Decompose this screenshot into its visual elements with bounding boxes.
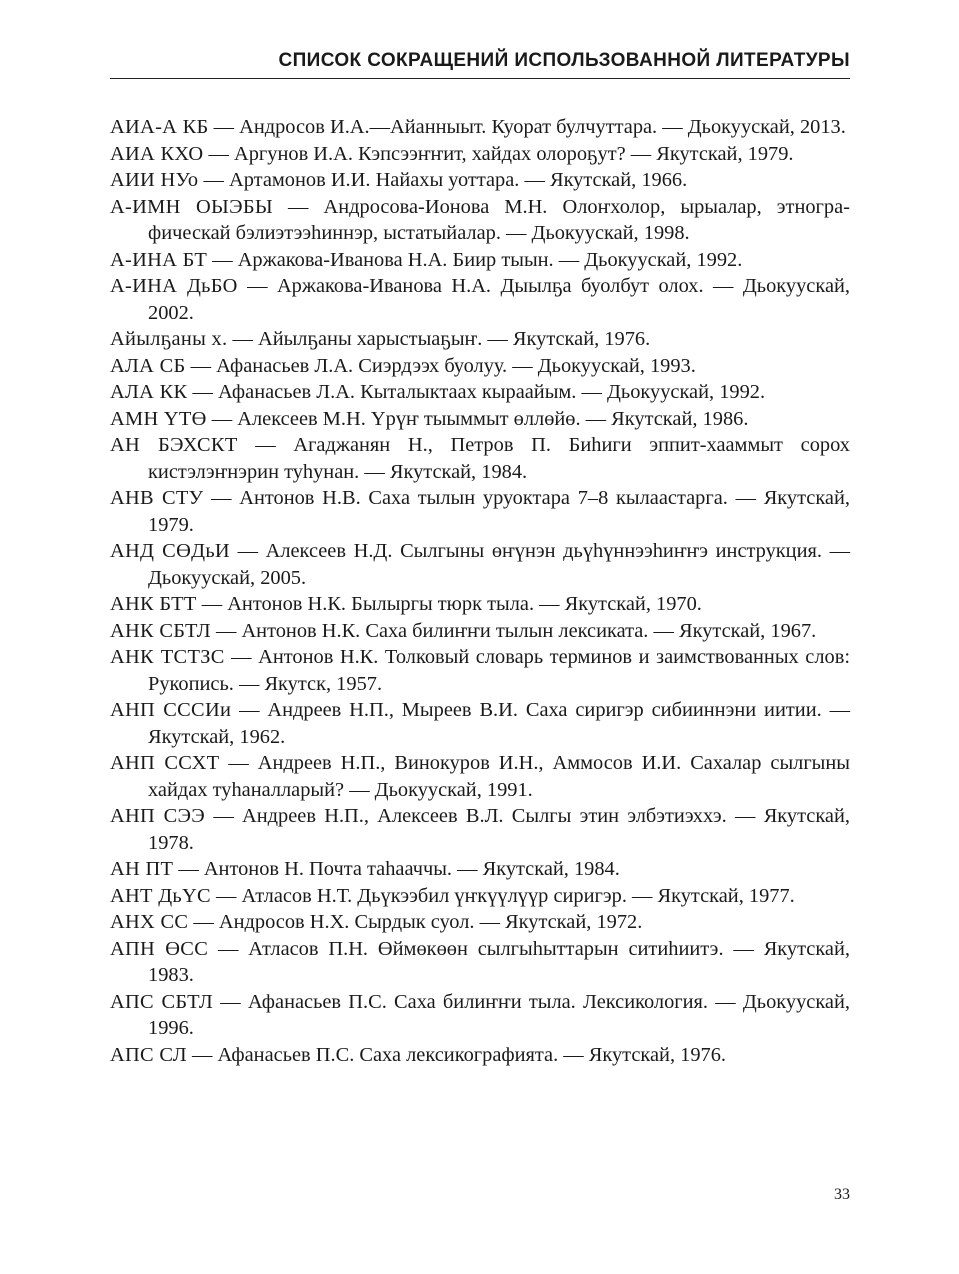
list-item: АНТ ДьҮС — Атласов Н.Т. Дьүкээбил үҥкүүлүүр сиригэр. — Якутскай, 1977.: [110, 884, 795, 907]
entry-description: Атласов Н.Т. Дьүкээбил үҥкүүлүүр сиригэр. — Якутскай, 1977.: [241, 884, 795, 907]
list-item: АИА-А КБ — Андросов И.А.—Айанныыт. Куорат булчуттара. — Дьокуускай, 2013.: [110, 116, 846, 138]
entry-abbreviation: АНК СБТЛ: [110, 619, 211, 642]
entry-abbreviation: А-ИНА БТ: [110, 248, 208, 271]
entry-description: Антонов Н.К. Былыргы тюрк тыла. — Якутскай, 1970.: [227, 593, 702, 615]
entry-description: Андросова-Ионова М.Н. Олоҥхолор, ырыалар, этнографическай бэлиэтээһиннэр, ыстатыйалар. — Дьокуускай, 1998.: [148, 195, 850, 244]
entry-abbreviation: АЛА КК: [110, 381, 188, 403]
entry-abbreviation: АНК ТСТЗС: [110, 646, 225, 668]
running-head: СПИСОК СОКРАЩЕНИЙ ИСПОЛЬЗОВАННОЙ ЛИТЕРАТУРЫ: [278, 50, 850, 71]
entry-description: Антонов Н.К. Саха билиҥҥи тылын лексиката. — Якутскай, 1967.: [241, 619, 817, 642]
entry-abbreviation: АНХ СС: [110, 911, 189, 933]
list-item: АНХ СС — Андросов Н.Х. Сырдык суол. — Якутскай, 1972.: [110, 911, 643, 933]
entry-description: Аржакова-Иванова Н.А. Биир тыын. — Дьокуускай, 1992.: [237, 248, 743, 271]
entry-abbreviation: АНК БТТ: [110, 593, 197, 615]
list-item: АПС СЛ — Афанасьев П.С. Саха лексикографията. — Якутскай, 1976.: [110, 1043, 727, 1066]
entry-description: Антонов Н.К. Толковый словарь терминов и заимствованных слов: Рукопись. — Якутск, 1957.: [148, 646, 850, 695]
list-item: АНК ТСТЗС — Антонов Н.К. Толковый словарь терминов и заимствованных слов: Рукопись. — Якутск, 1957.: [110, 646, 850, 695]
abbreviation-list: [110, 114, 850, 1068]
entry-description: Андросов И.А.—Айанныыт. Куорат булчуттара. — Дьокуускай, 2013.: [239, 116, 846, 138]
entry-description: Андреев Н.П., Мыреев В.И. Саха сиригэр сибииннэни иитии. — Якутскай, 1962.: [148, 699, 850, 748]
list-item: АНП СЭЭ — Андреев Н.П., Алексеев В.Л. Сылгы этин элбэтиэххэ. — Якутскай, 1978.: [110, 805, 850, 854]
list-item: АЛА КК — Афанасьев Л.А. Кыталыктаах кыраайым. — Дьокуускай, 1992.: [110, 381, 766, 403]
entry-description: Антонов Н. Почта таһааччы. — Якутскай, 1984.: [203, 858, 620, 880]
header-rule: [110, 78, 850, 79]
list-item: АМН ҮТӨ — Алексеев М.Н. Үрүҥ тыыммыт өллөйө. — Якутскай, 1986.: [110, 407, 749, 430]
entry-abbreviation: АНВ СТУ: [110, 487, 204, 509]
list-item: А-ИМН ОЫЭБЫ — Андросова-Ионова М.Н. Олоҥхолор, ырыалар, этнографическай бэлиэтээһиннэр, ыстатыйалар. — Дьокуускай, 1998.: [110, 195, 850, 244]
entry-abbreviation: АПС СБТЛ: [110, 990, 213, 1013]
entry-description: Антонов Н.В. Саха тылын уруоктара 7–8 кылаастарга. — Якутскай, 1979.: [148, 487, 850, 536]
list-item: АИИ НУо — Артамонов И.И. Найахы уоттара. — Якутскай, 1966.: [110, 169, 688, 191]
list-item: АНК СБТЛ — Антонов Н.К. Саха билиҥҥи тылын лексиката. — Якутскай, 1967.: [110, 619, 817, 642]
entry-abbreviation: АПС СЛ: [110, 1043, 187, 1066]
list-item: АНВ СТУ — Антонов Н.В. Саха тылын уруоктара 7–8 кылаастарга. — Якутскай, 1979.: [110, 487, 850, 536]
list-item: АЛА СБ — Афанасьев Л.А. Сиэрдээх буолуу. — Дьокуускай, 1993.: [110, 354, 696, 377]
list-item: Айылҕаны х. — Айылҕаны харыстыаҕыҥ. — Якутскай, 1976.: [110, 328, 651, 350]
entry-description: Аржакова-Иванова Н.А. Дыылҕа буолбут олох. — Дьокуускай, 2002.: [148, 275, 850, 324]
entry-description: Афанасьев Л.А. Кыталыктаах кыраайым. — Дьокуускай, 1992.: [217, 381, 766, 403]
entry-abbreviation: АН БЭХСКТ: [110, 434, 238, 456]
page-number: 33: [834, 1186, 850, 1203]
list-item: А-ИНА БТ — Аржакова-Иванова Н.А. Биир тыын. — Дьокуускай, 1992.: [110, 248, 743, 271]
list-item: АНК БТТ — Антонов Н.К. Былыргы тюрк тыла. — Якутскай, 1970.: [110, 593, 702, 615]
entry-abbreviation: А-ИНА ДьБО: [110, 275, 238, 297]
entry-description: Алексеев Н.Д. Сылгыны өҥүнэн дьүһүннээһиҥҥэ инструкция. — Дьокуускай, 2005.: [148, 540, 851, 589]
list-item: АН БЭХСКТ — Агаджанян Н., Петров П. Биһиги эппит-хааммыт сорох кистэлэҥнэрин туһунан. — Якутскай, 1984.: [110, 434, 850, 483]
entry-abbreviation: АНТ ДьҮС: [110, 884, 211, 907]
entry-abbreviation: А-ИМН ОЫЭБЫ: [110, 195, 273, 218]
list-item: АПН ӨСС — Атласов П.Н. Өймөкөөн сылгыһыттарын ситиһиитэ. — Якутскай, 1983.: [110, 937, 850, 986]
list-item: АНП ССХТ — Андреев Н.П., Винокуров И.Н., Аммосов И.И. Сахалар сылгыны хайдах туһаналларый? — Дьокуускай, 1991.: [110, 752, 850, 801]
list-item: А-ИНА ДьБО — Аржакова-Иванова Н.А. Дыылҕа буолбут олох. — Дьокуускай, 2002.: [110, 275, 850, 324]
entry-abbreviation: Айылҕаны х.: [110, 328, 228, 350]
entry-description: Афанасьев П.С. Саха лексикографията. — Якутскай, 1976.: [217, 1043, 727, 1066]
entry-abbreviation: АИА-А КБ: [110, 116, 209, 138]
entry-abbreviation: АПН ӨСС: [110, 937, 209, 960]
entry-abbreviation: АИИ НУо: [110, 169, 199, 191]
entry-description: Айылҕаны харыстыаҕыҥ. — Якутскай, 1976.: [257, 328, 651, 350]
entry-description: Афанасьев П.С. Саха билиҥҥи тыла. Лексикология. — Дьокуускай, 1996.: [148, 990, 850, 1039]
entry-abbreviation: АНД СӨДьИ: [110, 540, 230, 562]
entry-description: Алексеев М.Н. Үрүҥ тыыммыт өллөйө. — Якутскай, 1986.: [237, 407, 749, 430]
entry-description: Андросов Н.Х. Сырдык суол. — Якутскай, 1972.: [218, 911, 643, 933]
entry-description: Агаджанян Н., Петров П. Биһиги эппит-хааммыт сорох кистэлэҥнэрин туһунан. — Якутскай, 1984.: [148, 434, 850, 483]
list-item: АН ПТ — Антонов Н. Почта таһааччы. — Якутскай, 1984.: [110, 858, 620, 880]
entry-description: Афанасьев Л.А. Сиэрдээх буолуу. — Дьокуускай, 1993.: [216, 354, 696, 377]
list-item: АНП СССИи — Андреев Н.П., Мыреев В.И. Саха сиригэр сибииннэни иитии. — Якутскай, 1962.: [110, 699, 850, 748]
entry-abbreviation: АЛА СБ: [110, 354, 186, 377]
entry-description: Атласов П.Н. Өймөкөөн сылгыһыттарын ситиһиитэ. — Якутскай, 1983.: [148, 937, 850, 986]
entry-abbreviation: АИА КХО: [110, 142, 204, 165]
entry-abbreviation: АНП СЭЭ: [110, 805, 206, 827]
list-item: АИА КХО — Аргунов И.А. Кэпсээҥҥит, хайдах олороҕут? — Якутскай, 1979.: [110, 142, 794, 165]
entry-abbreviation: АНП ССХТ: [110, 752, 220, 774]
entry-description: Андреев Н.П., Винокуров И.Н., Аммосов И.И. Сахалар сылгыны хайдах туһаналларый? — Дьокуускай, 1991.: [148, 752, 850, 801]
entry-description: Артамонов И.И. Найахы уоттара. — Якутскай, 1966.: [229, 169, 688, 191]
list-item: АПС СБТЛ — Афанасьев П.С. Саха билиҥҥи тыла. Лексикология. — Дьокуускай, 1996.: [110, 990, 850, 1039]
entry-abbreviation: АН ПТ: [110, 858, 174, 880]
list-item: АНД СӨДьИ — Алексеев Н.Д. Сылгыны өҥүнэн дьүһүннээһиҥҥэ инструкция. — Дьокуускай, 2005.: [110, 540, 851, 589]
entry-description: Андреев Н.П., Алексеев В.Л. Сылгы этин элбэтиэххэ. — Якутскай, 1978.: [148, 805, 850, 854]
entry-abbreviation: АНП СССИи: [110, 699, 232, 721]
entry-abbreviation: АМН ҮТӨ: [110, 407, 207, 430]
entry-description: Аргунов И.А. Кэпсээҥҥит, хайдах олороҕут? — Якутскай, 1979.: [233, 142, 794, 165]
